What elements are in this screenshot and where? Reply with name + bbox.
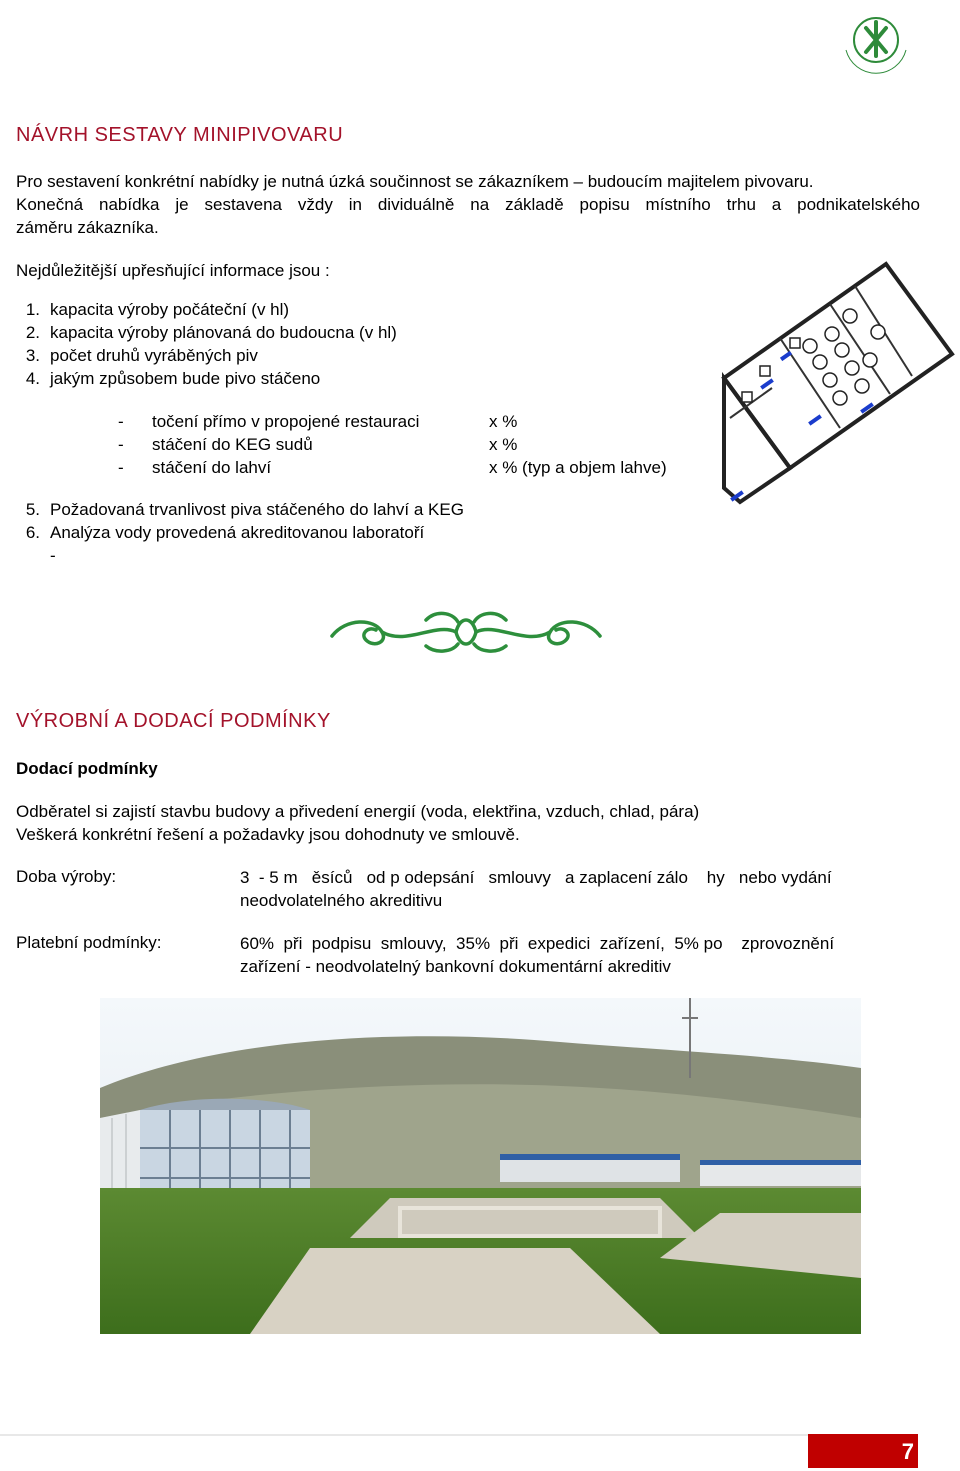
company-logo — [836, 2, 916, 80]
platebni-label: Platební podmínky: — [16, 933, 162, 952]
platebni-line: zařízení - neodvolatelný bankovní dokumentární akreditiv — [240, 957, 671, 976]
doba-line: neodvolatelného akreditivu — [240, 891, 443, 910]
list-item: 5. Požadovaná trvanlivost piva stáčeného do lahví a KEG — [25, 500, 464, 519]
brewery-building-photo — [100, 998, 861, 1334]
info-list-2 — [16, 500, 464, 569]
decorative-ornament — [326, 606, 606, 658]
list-item: - točení přímo v propojené restauraci x % — [118, 412, 518, 431]
list-item: 2. kapacita výroby plánovaná do budoucna (v hl) — [25, 323, 397, 342]
list-item: - stáčení do KEG sudů x % — [118, 435, 518, 454]
info-list — [16, 300, 397, 392]
intro-line: Konečná nabídka je sestavena vždy in dividuálně na základě popisu místního trhu a podnikatelského — [16, 195, 920, 214]
intro-paragraph — [16, 170, 920, 239]
doba-line: 3 - 5 m ěsíců od p odepsání smlouvy a zaplacení zálo hy nebo vydání — [240, 868, 832, 887]
section-title-vyrobni: VÝROBNÍ A DODACÍ PODMÍNKY — [16, 710, 331, 732]
platebni-value — [240, 932, 920, 978]
platebni-line: 60% při podpisu smlouvy, 35% při expedici zařízení, 5% po zprovoznění — [240, 934, 835, 953]
list-item: 1. kapacita výroby počáteční (v hl) — [25, 300, 290, 319]
doba-label: Doba výroby: — [16, 867, 117, 886]
footer-rule — [0, 1434, 808, 1436]
delivery-paragraph — [16, 800, 699, 846]
brewery-floor-plan — [720, 258, 956, 540]
intro-line: záměru zákazníka. — [16, 218, 159, 237]
filling-methods-list — [118, 412, 718, 481]
subheading-dodaci: Dodací podmínky — [16, 759, 158, 778]
delivery-line: Veškerá konkrétní řešení a požadavky jsou dohodnuty ve smlouvě. — [16, 825, 520, 844]
subheading-info: Nejdůležitější upřesňující informace jsou : — [16, 261, 330, 280]
list-item: 3. počet druhů vyráběných piv — [25, 346, 258, 365]
section-title-navrh: NÁVRH SESTAVY MINIPIVOVARU — [16, 124, 344, 146]
list-item: 4. jakým způsobem bude pivo stáčeno — [25, 369, 321, 388]
page-number: 7 — [901, 1439, 914, 1464]
list-item: - stáčení do lahví x % (typ a objem lahve) — [118, 458, 667, 477]
delivery-line: Odběratel si zajistí stavbu budovy a přivedení energií (voda, elektřina, vzduch, chlad, pára) — [16, 802, 700, 821]
list-item: 6. Analýza vody provedená akreditovanou laboratoří — [25, 523, 425, 542]
doba-value — [240, 866, 908, 912]
list-item: - — [50, 546, 56, 565]
intro-line: Pro sestavení konkrétní nabídky je nutná úzká součinnost se zákazníkem – budoucím majitelem pivovaru. — [16, 172, 814, 191]
